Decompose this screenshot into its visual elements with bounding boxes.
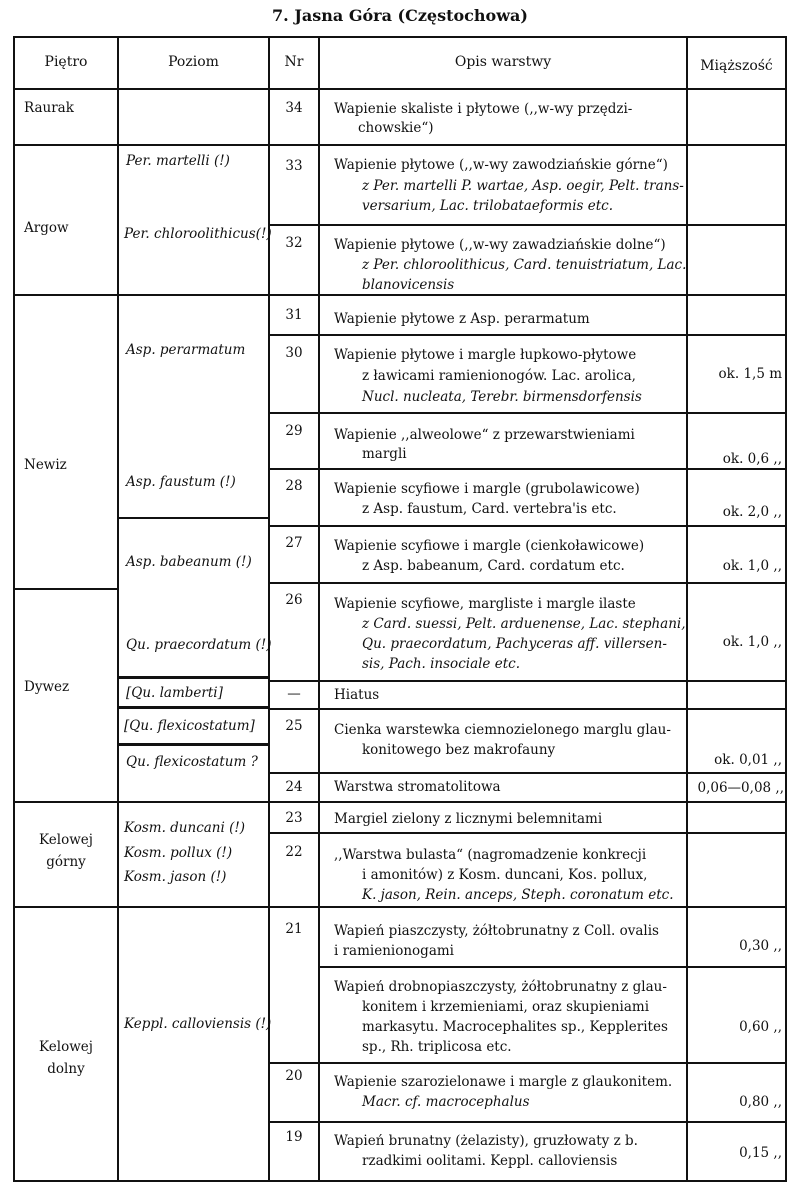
- nr-26: 26: [285, 592, 303, 608]
- desc-hiatus: Hiatus: [334, 687, 380, 703]
- zone-duncani: Kosm. duncani (!): [124, 820, 246, 836]
- desc-34-line-1: Wapienie skaliste i płytowe (,,w-wy przędzi-: [334, 101, 633, 117]
- nr-29: 29: [285, 423, 303, 439]
- header-rule: [13, 88, 787, 90]
- zone-martelli: Per. martelli (!): [126, 153, 230, 169]
- nr-22: 22: [285, 844, 303, 860]
- desc-20-line-1: Wapienie szarozielonawe i margle z glaukonitem.: [334, 1074, 673, 1090]
- col-sep-4: [686, 36, 688, 1182]
- row-sep: [268, 582, 318, 584]
- col-sep-3: [318, 36, 320, 1182]
- desc-29-line-2: margli: [362, 446, 407, 462]
- row-sep: [318, 412, 787, 414]
- desc-24-line-1: Warstwa stromatolitowa: [334, 779, 501, 795]
- zone-pollux: Kosm. pollux (!): [124, 845, 233, 861]
- header-poziom: Poziom: [168, 54, 219, 70]
- desc-26-line-4: sis, Pach. insociale etc.: [362, 656, 520, 672]
- desc-21b-line-4: sp., Rh. triplicosa etc.: [362, 1039, 512, 1055]
- desc-26-line-2: z Card. suessi, Pelt. arduenense, Lac. stephani,: [362, 616, 686, 632]
- desc-27-line-1: Wapienie scyfiowe i margle (cienkoławicowe): [334, 538, 645, 554]
- nr-24: 24: [285, 779, 303, 795]
- row-sep: [318, 582, 787, 584]
- stage-newiz: Newiz: [24, 457, 67, 473]
- page-title: 7. Jasna Góra (Częstochowa): [272, 6, 528, 25]
- row-sep: [268, 680, 787, 682]
- header-opis: Opis warstwy: [454, 54, 552, 70]
- desc-22-line-3: K. jason, Rein. anceps, Steph. coronatum etc.: [362, 887, 674, 903]
- thickness-28: ok. 2,0 ,,: [722, 504, 782, 520]
- desc-32-line-3: blanovicensis: [362, 277, 455, 293]
- desc-30-line-3: Nucl. nucleata, Terebr. birmensdorfensis: [362, 389, 642, 405]
- zone-flexicostatum-bracket: [Qu. flexicostatum]: [124, 718, 255, 734]
- desc-25-line-2: konitowego bez makrofauny: [362, 742, 556, 758]
- desc-33-line-1: Wapienie płytowe (,,w-wy zawodziańskie górne“): [334, 157, 668, 173]
- header-miazszosc: Miąższość: [700, 58, 773, 74]
- desc-19-line-2: rzadkimi oolitami. Keppl. calloviensis: [362, 1153, 618, 1169]
- table-border-left: [13, 36, 15, 1182]
- nr-30: 30: [285, 345, 303, 361]
- desc-28-line-1: Wapienie scyfiowe i margle (grubolawicowe): [334, 481, 640, 497]
- zone-jason: Kosm. jason (!): [124, 869, 227, 885]
- row-sep: [268, 334, 318, 336]
- nr-27: 27: [285, 535, 303, 551]
- header-nr: Nr: [284, 54, 304, 70]
- thickness-30: ok. 1,5 m: [718, 366, 782, 382]
- desc-32-line-1: Wapienie płytowe (,,w-wy zawadziańskie dolne“): [334, 237, 666, 253]
- col-sep-1: [117, 36, 119, 1182]
- nr-34: 34: [285, 100, 303, 116]
- desc-21-line-2: i ramienionogami: [334, 943, 454, 959]
- zone-perarmatum: Asp. perarmatum: [126, 342, 246, 358]
- desc-26-line-1: Wapienie scyfiowe, margliste i margle ilaste: [334, 596, 636, 612]
- row-sep: [268, 1062, 787, 1064]
- nr-dash: —: [287, 686, 301, 702]
- thickness-25: ok. 0,01 ,,: [714, 752, 782, 768]
- desc-32-line-2: z Per. chloroolithicus, Card. tenuistriatum, Lac.: [362, 257, 687, 273]
- desc-20-line-2: Macr. cf. macrocephalus: [362, 1094, 530, 1110]
- nr-33: 33: [285, 158, 303, 174]
- zone-sep: [119, 676, 269, 679]
- nr-20: 20: [285, 1068, 303, 1084]
- desc-22-line-2: i amonitów) z Kosm. duncani, Kos. pollux,: [362, 867, 648, 883]
- desc-21b-line-3: markasytu. Macrocephalites sp., Kepplerites: [362, 1019, 668, 1035]
- desc-23-line-1: Margiel zielony z licznymi belemnitami: [334, 811, 603, 827]
- zone-sep: [119, 517, 268, 519]
- zone-faustum: Asp. faustum (!): [126, 474, 236, 490]
- thickness-26: ok. 1,0 ,,: [722, 634, 782, 650]
- thickness-27: ok. 1,0 ,,: [722, 558, 782, 574]
- zone-flexicostatum: Qu. flexicostatum ?: [126, 754, 258, 770]
- desc-30-line-1: Wapienie płytowe i margle łupkowo-płytowe: [334, 347, 637, 363]
- nr-19: 19: [285, 1129, 303, 1145]
- stage-raurak: Raurak: [24, 100, 74, 116]
- zone-calloviensis: Keppl. calloviensis (!): [124, 1016, 272, 1032]
- row-sep: [268, 1121, 787, 1123]
- zone-praecordatum: Qu. praecordatum (!): [126, 637, 272, 653]
- nr-32: 32: [285, 235, 303, 251]
- desc-31-line-1: Wapienie płytowe z Asp. perarmatum: [334, 311, 590, 327]
- table-border-top: [13, 36, 787, 38]
- nr-23: 23: [285, 810, 303, 826]
- nr-25: 25: [285, 718, 303, 734]
- stage-sep-raurak: [13, 144, 787, 146]
- row-sep: [318, 966, 787, 968]
- desc-30-line-2: z ławicami ramienionogów. Lac. arolica,: [362, 368, 636, 384]
- desc-27-line-2: z Asp. babeanum, Card. cordatum etc.: [362, 558, 625, 574]
- desc-25-line-1: Cienka warstewka ciemnozielonego marglu glau-: [334, 722, 671, 738]
- stage-dywez: Dywez: [24, 679, 70, 695]
- nr-28: 28: [285, 478, 303, 494]
- row-sep: [268, 412, 318, 414]
- row-sep: [318, 525, 787, 527]
- stage-kelowej-dolny-1: Kelowej: [39, 1039, 93, 1055]
- header-pietro: Piętro: [44, 54, 88, 70]
- desc-21b-line-2: konitem i krzemieniami, oraz skupieniami: [362, 999, 650, 1015]
- desc-19-line-1: Wapień brunatny (żelazisty), gruzłowaty z b.: [334, 1133, 638, 1149]
- stage-sep-dywez: [13, 801, 787, 803]
- desc-33-line-3: versarium, Lac. trilobataeformis etc.: [362, 198, 614, 214]
- zone-chloroolithicus: Per. chloroolithicus(!): [124, 226, 272, 242]
- desc-28-line-2: z Asp. faustum, Card. vertebra'is etc.: [362, 501, 617, 517]
- desc-33-line-2: z Per. martelli P. wartae, Asp. oegir, Pelt. trans-: [362, 178, 684, 194]
- row-sep: [268, 224, 787, 226]
- row-sep: [318, 334, 787, 336]
- desc-21-line-1: Wapień piaszczysty, żółtobrunatny z Coll. ovalis: [334, 923, 659, 939]
- stage-kelowej-gorny-2: górny: [46, 854, 86, 870]
- thickness-21b: 0,60 ,,: [739, 1019, 782, 1035]
- desc-21b-line-1: Wapień drobnopiaszczysty, żółtobrunatny z glau-: [334, 979, 667, 995]
- zone-sep: [119, 706, 269, 709]
- zone-sep: [119, 743, 269, 746]
- desc-22-line-1: ,,Warstwa bulasta“ (nagromadzenie konkrecji: [334, 847, 647, 863]
- zone-babeanum: Asp. babeanum (!): [126, 554, 252, 570]
- thickness-24: 0,06—0,08 ,,: [697, 780, 784, 796]
- zone-lamberti: [Qu. lamberti]: [126, 685, 223, 701]
- stage-kelowej-dolny-2: dolny: [47, 1061, 85, 1077]
- nr-31: 31: [285, 307, 303, 323]
- desc-29-line-1: Wapienie ,,alweolowe“ z przewarstwieniami: [334, 427, 635, 443]
- thickness-20: 0,80 ,,: [739, 1094, 782, 1110]
- row-sep: [268, 772, 787, 774]
- row-sep: [268, 468, 318, 470]
- stage-kelowej-gorny-1: Kelowej: [39, 832, 93, 848]
- thickness-19: 0,15 ,,: [739, 1145, 782, 1161]
- table-border-bottom: [13, 1180, 787, 1182]
- row-sep: [268, 525, 318, 527]
- stage-sep-newiz: [13, 588, 118, 590]
- stage-argow: Argow: [24, 220, 69, 236]
- thickness-29: ok. 0,6 ,,: [722, 451, 782, 467]
- desc-34-line-2: chowskie“): [358, 120, 434, 136]
- desc-26-line-3: Qu. praecordatum, Pachyceras aff. villersen-: [362, 636, 667, 652]
- thickness-21: 0,30 ,,: [739, 938, 782, 954]
- row-sep: [268, 708, 787, 710]
- table-border-right: [785, 36, 787, 1182]
- row-sep: [268, 832, 787, 834]
- stage-sep-kelowej: [13, 906, 787, 908]
- nr-21: 21: [285, 921, 303, 937]
